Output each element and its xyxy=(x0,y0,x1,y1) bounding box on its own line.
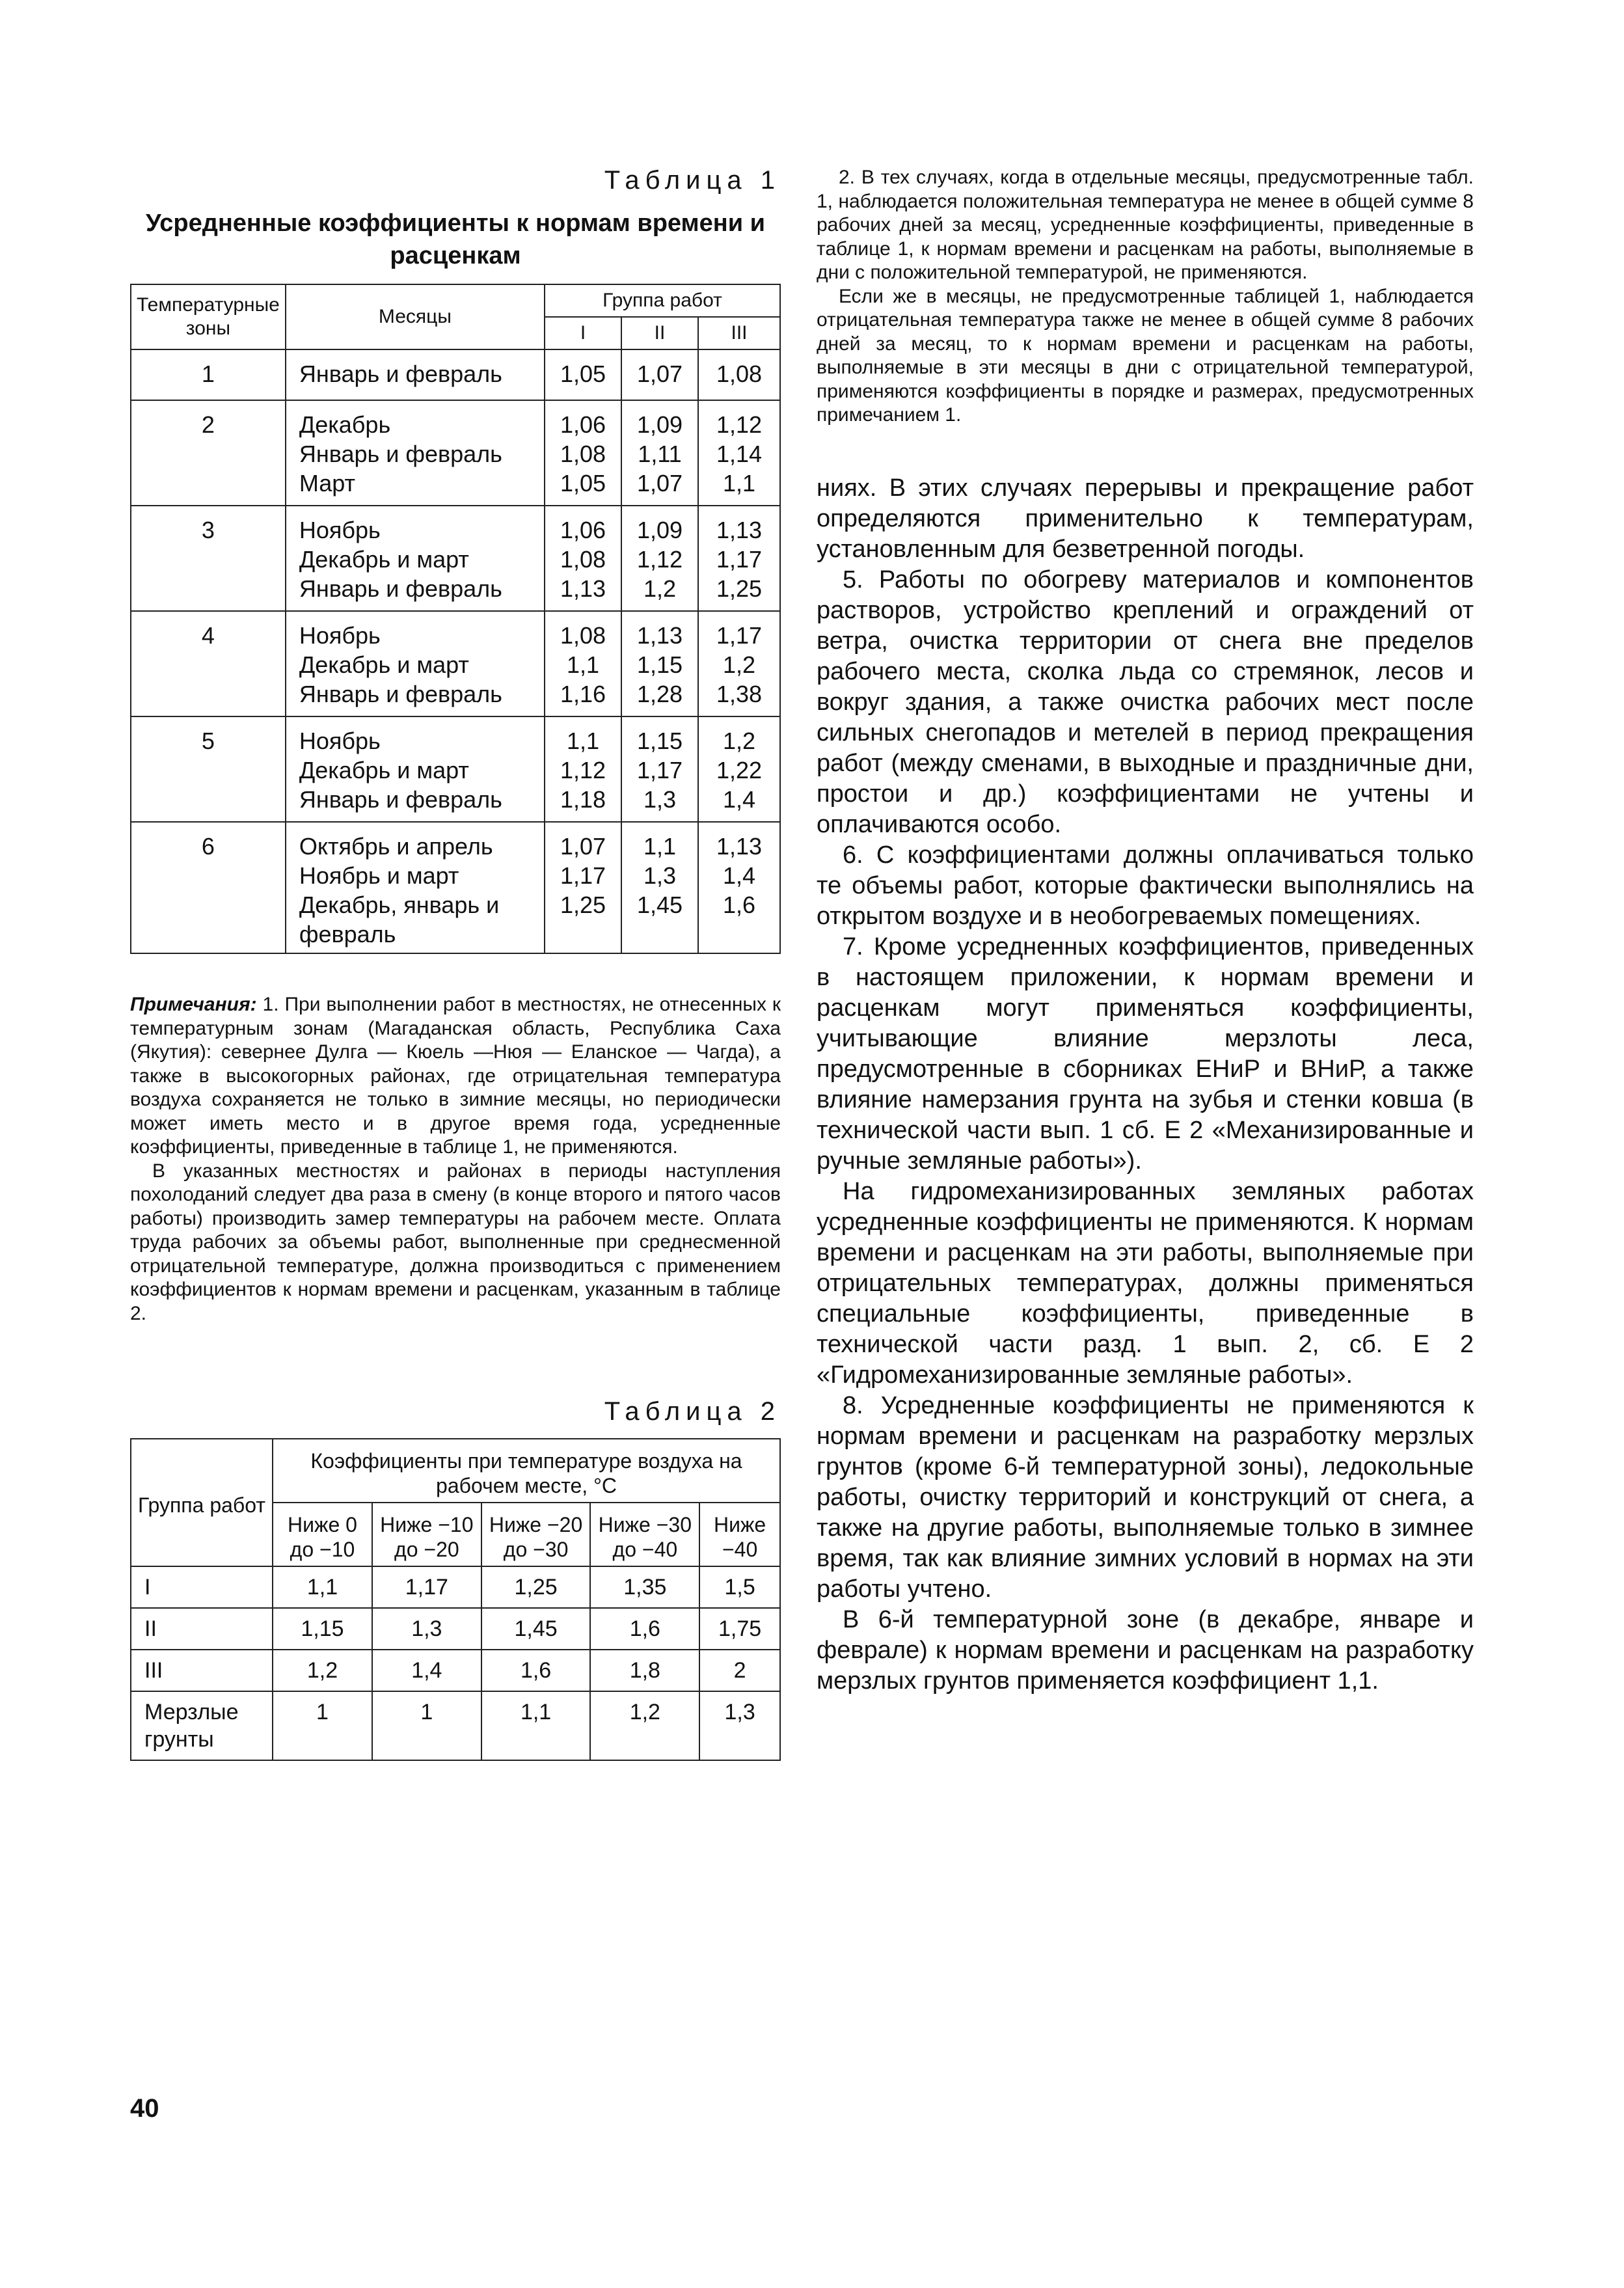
coef-value: 1,08 xyxy=(716,361,763,387)
coef-value: 1,3 xyxy=(643,786,677,813)
coef-cell: 1,2 xyxy=(590,1691,699,1760)
zone-cell: 4 xyxy=(131,611,286,716)
coef-value: 1,1 xyxy=(566,728,600,754)
month-line: Январь и февраль xyxy=(299,441,502,467)
coef-cell xyxy=(698,611,780,716)
note-1-text: 1. При выполнении работ в местностях, не отнесенных к температурным зонам (Магаданская область, Республика Саха (Якутия): севернее Дулга — Кюель —Нюя — Еланское — Чагда), а также в высокогорных районах, где отрицательная температура воздуха сохраняется не только в зимние месяцы, но периодически может иметь место и в другое время года, усредненные коэффициенты, приведенные в таблице 1, не применяются. xyxy=(130,994,781,1158)
right-column xyxy=(817,166,1474,1696)
table1-body xyxy=(131,349,780,953)
table1-row xyxy=(131,506,780,611)
coef-cell: 1,1 xyxy=(481,1691,591,1760)
table2-row xyxy=(131,1691,780,1760)
coef-value: 1,09 xyxy=(636,517,683,543)
coef-value: 1,1 xyxy=(566,651,600,678)
coef-value: 1,08 xyxy=(560,546,606,573)
table1-row xyxy=(131,400,780,506)
paragraph-2: 2. В тех случаях, когда в отдельные месяцы, предусмотренные табл. 1, наблюдается положительная температура не менее в общей сумме 8 рабочих дней за месяц, усредненные коэффициенты, приведенные в таблице 1, к нормам времени и расценкам на работы, выполняемые в дни с положительной температурой, не применяются. xyxy=(817,167,1474,283)
work-group-cell: I xyxy=(131,1566,273,1608)
coef-cell xyxy=(621,822,698,953)
coef-cell xyxy=(545,611,621,716)
coef-value: 1,15 xyxy=(636,651,683,678)
header-temp-5: Ниже −40 xyxy=(699,1503,780,1566)
paragraph-8: 8. Усредненные коэффициенты не применяются к нормам времени и расценкам на разработку мерзлых грунтов (кроме 6-й температурной зоны), ледокольные работы, очистку территорий и конструкций от снега, а также на другие работы, выполняемые только в зимнее время, так как влияние зимних условий в нормах на эти работы учтено. xyxy=(817,1391,1474,1603)
coef-cell: 1,25 xyxy=(481,1566,591,1608)
right-small-text xyxy=(817,166,1474,428)
coef-cell: 1 xyxy=(372,1691,481,1760)
coef-cell xyxy=(545,400,621,506)
coef-cell xyxy=(698,349,780,400)
coef-value: 1,4 xyxy=(722,862,756,889)
note-1 xyxy=(130,993,781,1160)
coef-cell xyxy=(698,716,780,822)
paragraph-2-cont: Если же в месяцы, не предусмотренные таблицей 1, наблюдается отрицательная температура также не менее в общей сумме 8 рабочих дней за месяц, то к нормам времени и расценкам на работы, выполняемые в эти месяцы в дни с отрицательной температурой, применяются коэффициенты в порядке и размерах, предусмотренных примечанием 1. xyxy=(817,285,1474,426)
header-group-3: III xyxy=(698,317,780,349)
coef-cell: 1,1 xyxy=(273,1566,372,1608)
coef-cell xyxy=(698,400,780,506)
zone-cell: 2 xyxy=(131,400,286,506)
coef-value: 1,08 xyxy=(560,622,606,649)
paragraph-5: 5. Работы по обогреву материалов и компонентов растворов, устройство креплений и ограждений от ветра, очистка территории от снега вне пределов рабочего места, сколка льда со стремянок, лесов и вокруг здания, а также очистка рабочих мест после сильных снегопадов и метелей в период прекращения работ (между сменами, в выходные и праздничные дни, простои и др.) коэффициентами не учтены и оплачиваются особо. xyxy=(817,565,1474,838)
table2-row xyxy=(131,1608,780,1650)
paragraph-8-cont: В 6-й температурной зоне (в декабре, январе и феврале) к нормам времени и расценкам на разработку мерзлых грунтов применяется коэффициент 1,1. xyxy=(817,1605,1474,1695)
coef-cell: 1 xyxy=(273,1691,372,1760)
coef-value: 1,18 xyxy=(560,786,606,813)
coef-cell xyxy=(545,822,621,953)
coef-value: 1,12 xyxy=(716,411,763,438)
paragraph-4-cont: ниях. В этих случаях перерывы и прекращение работ определяются применительно к температурам, установленным для безветренной погоды. xyxy=(817,474,1474,563)
coef-value: 1,25 xyxy=(716,575,763,602)
months-cell xyxy=(286,506,545,611)
table1-row xyxy=(131,349,780,400)
table1-caption: Таблица 1 xyxy=(604,166,781,195)
coef-value: 1,1 xyxy=(643,833,677,860)
coef-value: 1,2 xyxy=(643,575,677,602)
header-temp-4: Ниже −30 до −40 xyxy=(590,1503,699,1566)
coef-value: 1,06 xyxy=(560,517,606,543)
header-group-2: II xyxy=(621,317,698,349)
coef-cell: 1,4 xyxy=(372,1650,481,1691)
coef-value: 1,22 xyxy=(716,757,763,783)
coef-cell xyxy=(621,349,698,400)
coef-value: 1,38 xyxy=(716,681,763,707)
months-cell xyxy=(286,400,545,506)
coef-value: 1,12 xyxy=(560,757,606,783)
months-cell xyxy=(286,716,545,822)
month-line: Январь и февраль xyxy=(299,681,502,707)
month-line: Декабрь и март xyxy=(299,651,469,678)
coef-cell: 1,3 xyxy=(372,1608,481,1650)
left-column xyxy=(130,166,781,1761)
coef-cell: 1,35 xyxy=(590,1566,699,1608)
work-group-cell: Мерзлые грунты xyxy=(131,1691,273,1760)
coef-value: 1,17 xyxy=(560,862,606,889)
coef-value: 1,2 xyxy=(722,728,756,754)
coef-value: 1,17 xyxy=(716,622,763,649)
work-group-cell: II xyxy=(131,1608,273,1650)
coef-cell: 1,3 xyxy=(699,1691,780,1760)
header-months: Месяцы xyxy=(286,284,545,349)
months-cell xyxy=(286,349,545,400)
coef-cell xyxy=(621,400,698,506)
coef-cell: 1,6 xyxy=(481,1650,591,1691)
paragraph-7-cont: На гидромеханизированных земляных работах усредненные коэффициенты не применяются. К нормам времени и расценкам на эти работы, выполняемые при отрицательных температурах, должны применяться специальные коэффициенты, приведенные в технической части разд. 1 вып. 2, сб. Е 2 «Гидромеханизированные земляные работы». xyxy=(817,1177,1474,1389)
paragraph-6: 6. С коэффициентами должны оплачиваться только те объемы работ, которые фактически выполнялись на открытом воздухе и в необогреваемых помещениях. xyxy=(817,841,1474,930)
coef-value: 1,13 xyxy=(716,517,763,543)
zone-cell: 6 xyxy=(131,822,286,953)
header-group-1: I xyxy=(545,317,621,349)
month-line: Январь и февраль xyxy=(299,361,502,387)
coef-value: 1,07 xyxy=(636,470,683,497)
coef-cell: 1,75 xyxy=(699,1608,780,1650)
table1 xyxy=(130,284,781,954)
coef-value: 1,1 xyxy=(722,470,756,497)
month-line: февраль xyxy=(299,921,396,947)
header-coefficients: Коэффициенты при температуре воздуха на рабочем месте, °С xyxy=(273,1439,780,1503)
month-line: Ноябрь xyxy=(299,728,381,754)
coef-value: 1,06 xyxy=(560,411,606,438)
coef-value: 1,2 xyxy=(722,651,756,678)
header-zone: Температурные зоны xyxy=(131,284,286,349)
coef-value: 1,05 xyxy=(560,361,606,387)
coef-cell: 1,6 xyxy=(590,1608,699,1650)
zone-cell: 5 xyxy=(131,716,286,822)
notes-label: Примечания: xyxy=(130,994,257,1015)
zone-cell: 1 xyxy=(131,349,286,400)
coef-cell: 2 xyxy=(699,1650,780,1691)
coef-cell: 1,8 xyxy=(590,1650,699,1691)
table1-row xyxy=(131,822,780,953)
coef-value: 1,12 xyxy=(636,546,683,573)
coef-value: 1,25 xyxy=(560,892,606,918)
coef-cell xyxy=(621,716,698,822)
coef-cell xyxy=(545,349,621,400)
month-line: Март xyxy=(299,470,355,497)
coef-cell: 1,2 xyxy=(273,1650,372,1691)
month-line: Декабрь и март xyxy=(299,757,469,783)
coef-value: 1,13 xyxy=(636,622,683,649)
coef-value: 1,6 xyxy=(722,892,756,918)
coef-value: 1,14 xyxy=(716,441,763,467)
table2 xyxy=(130,1438,781,1761)
month-line: Октябрь и апрель xyxy=(299,833,493,860)
coef-value: 1,4 xyxy=(722,786,756,813)
coef-cell: 1,17 xyxy=(372,1566,481,1608)
coef-cell xyxy=(545,506,621,611)
table2-body xyxy=(131,1566,780,1760)
page-number: 40 xyxy=(130,2094,159,2123)
coef-value: 1,16 xyxy=(560,681,606,707)
work-group-cell: III xyxy=(131,1650,273,1691)
month-line: Декабрь xyxy=(299,411,391,438)
table1-row xyxy=(131,716,780,822)
months-cell xyxy=(286,822,545,953)
coef-value: 1,17 xyxy=(716,546,763,573)
table2-row xyxy=(131,1566,780,1608)
coef-cell: 1,45 xyxy=(481,1608,591,1650)
coef-value: 1,13 xyxy=(560,575,606,602)
coef-value: 1,17 xyxy=(636,757,683,783)
coef-value: 1,45 xyxy=(636,892,683,918)
coef-value: 1,13 xyxy=(716,833,763,860)
header-temp-1: Ниже 0 до −10 xyxy=(273,1503,372,1566)
note-2: В указанных местностях и районах в периоды наступления похолоданий следует два раза в смену (в конце второго и пятого часов работы) производить замер температуры на рабочем месте. Оплата труда рабочих за объемы работ, выполненные при среднесменной отрицательной температуре, должна производиться с применением коэффициентов к нормам времени и расценкам, указанным в таблице 2. xyxy=(130,1160,781,1324)
coef-value: 1,07 xyxy=(636,361,683,387)
coef-cell: 1,15 xyxy=(273,1608,372,1650)
month-line: Ноябрь xyxy=(299,622,381,649)
months-cell xyxy=(286,611,545,716)
paragraph-7: 7. Кроме усредненных коэффициентов, приведенных в настоящем приложении, к нормам времени и расценкам могут применяться коэффициенты, учитывающие влияние мерзлоты леса, предусмотренные в сборниках ЕНиР и ВНиР, а также влияние намерзания грунта на зубья и стенки ковша (в технической части вып. 1 сб. Е 2 «Механизированные и ручные земляные работы»). xyxy=(817,933,1474,1175)
month-line: Декабрь, январь и xyxy=(299,892,500,918)
coef-value: 1,28 xyxy=(636,681,683,707)
month-line: Декабрь и март xyxy=(299,546,469,573)
coef-value: 1,15 xyxy=(636,728,683,754)
coef-value: 1,09 xyxy=(636,411,683,438)
table1-row xyxy=(131,611,780,716)
header-temp-2: Ниже −10 до −20 xyxy=(372,1503,481,1566)
header-group: Группа работ xyxy=(545,284,780,317)
coef-cell xyxy=(621,611,698,716)
notes xyxy=(130,993,781,1326)
header-temp-3: Ниже −20 до −30 xyxy=(481,1503,591,1566)
coef-value: 1,11 xyxy=(638,441,682,467)
month-line: Январь и февраль xyxy=(299,786,502,813)
table2-caption: Таблица 2 xyxy=(604,1397,781,1426)
coef-cell: 1,5 xyxy=(699,1566,780,1608)
coef-value: 1,05 xyxy=(560,470,606,497)
month-line: Январь и февраль xyxy=(299,575,502,602)
table1-title: Усредненные коэффициенты к нормам времени и расценкам xyxy=(145,210,766,269)
header-work-group: Группа работ xyxy=(131,1439,273,1566)
month-line: Ноябрь xyxy=(299,517,381,543)
zone-cell: 3 xyxy=(131,506,286,611)
coef-cell xyxy=(545,716,621,822)
coef-value: 1,07 xyxy=(560,833,606,860)
table2-row xyxy=(131,1650,780,1691)
coef-cell xyxy=(698,506,780,611)
coef-cell xyxy=(698,822,780,953)
coef-value: 1,3 xyxy=(643,862,677,889)
coef-cell xyxy=(621,506,698,611)
coef-value: 1,08 xyxy=(560,441,606,467)
right-main-text xyxy=(817,473,1474,1696)
month-line: Ноябрь и март xyxy=(299,862,459,889)
